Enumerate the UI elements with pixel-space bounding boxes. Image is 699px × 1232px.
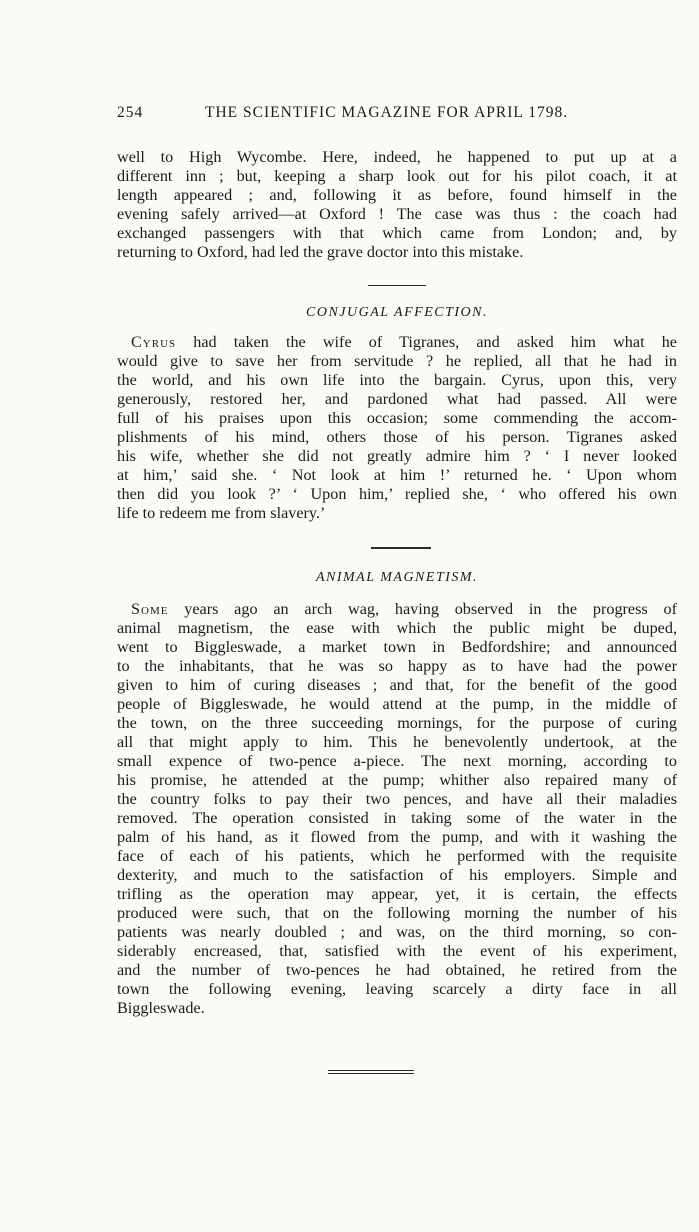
text-line: siderably encreased, that, satisfied with the event of his experiment, <box>117 942 677 960</box>
text-line: would give to save her from servitude ? he replied, all that he had in <box>117 352 677 370</box>
text-run: had taken the wife of Tigranes, and asked him what he <box>176 333 677 351</box>
text-line: and the number of two-pences he had obtained, he retired from the <box>117 961 677 979</box>
text-line: returning to Oxford, had led the grave doctor into this mistake. <box>117 243 524 261</box>
text-line: well to High Wycombe. Here, indeed, he happened to put up at a <box>117 148 677 166</box>
section-divider <box>368 285 426 286</box>
text-run: years ago an arch wag, having observed in the progress of <box>168 600 677 618</box>
text-line: at him,’ said she. ‘ Not look at him !’ returned he. ‘ Upon whom <box>117 466 677 484</box>
text-line: exchanged passengers with that which came from London; and, by <box>117 224 677 242</box>
text-line: removed. The operation consisted in taking some of the water in the <box>117 809 677 827</box>
text-line: all that might apply to him. This he benevolently undertook, at the <box>117 733 677 751</box>
text-line: full of his praises upon this occasion; some commending the accom- <box>117 409 677 427</box>
text-line: given to him of curing diseases ; and that, for the benefit of the good <box>117 676 677 694</box>
lead-word: Some <box>131 600 169 618</box>
text-line: went to Biggleswade, a market town in Bedfordshire; and announced <box>117 638 677 656</box>
text-line: trifling as the operation may appear, yet, it is certain, the effects <box>117 885 677 903</box>
text-line: Biggleswade. <box>117 999 205 1017</box>
text-line: town the following evening, leaving scarcely a dirty face in all <box>117 980 677 998</box>
text-line: generously, restored her, and pardoned what had passed. All were <box>117 390 677 408</box>
text-line: the country folks to pay their two pences, and have all their maladies <box>117 790 677 808</box>
text-line: different inn ; but, keeping a sharp look out for his pilot coach, it at <box>117 167 677 185</box>
section-divider <box>371 547 431 549</box>
text-line: patients was nearly doubled ; and was, on the third morning, so con- <box>117 923 677 941</box>
text-line: his wife, whether she did not greatly admire him ? ‘ I never looked <box>117 447 677 465</box>
text-line: evening safely arrived—at Oxford ! The case was thus : the coach had <box>117 205 677 223</box>
text-line: dexterity, and much to the satisfaction of his employers. Simple and <box>117 866 677 884</box>
running-title: THE SCIENTIFIC MAGAZINE FOR APRIL 1798. <box>205 104 569 121</box>
text-line: the world, and his own life into the bargain. Cyrus, upon this, very <box>117 371 677 389</box>
lead-word: Cyrus <box>131 333 177 351</box>
page-number: 254 <box>117 104 144 121</box>
text-line: people of Biggleswade, he would attend at the pump, in the middle of <box>117 695 677 713</box>
text-line: face of each of his patients, which he performed with the requisite <box>117 847 677 865</box>
text-line: his promise, he attended at the pump; whither also repaired many of <box>117 771 677 789</box>
end-divider <box>328 1070 414 1074</box>
text-line: animal magnetism, the ease with which the public might be duped, <box>117 619 677 637</box>
section-heading-conjugal-affection: CONJUGAL AFFECTION. <box>306 305 488 320</box>
text-line: life to redeem me from slavery.’ <box>117 504 326 522</box>
text-line: small expence of two-pence a-piece. The next morning, according to <box>117 752 677 770</box>
text-line: produced were such, that on the following morning the number of his <box>117 904 677 922</box>
text-line: length appeared ; and, following it as before, found himself in the <box>117 186 677 204</box>
text-line: the town, on the three succeeding mornings, for the purpose of curing <box>117 714 677 732</box>
section-heading-animal-magnetism: ANIMAL MAGNETISM. <box>315 570 479 585</box>
text-line: plishments of his mind, others those of his person. Tigranes asked <box>117 428 677 446</box>
text-line: to the inhabitants, that he was so happy as to have had the power <box>117 657 677 675</box>
text-line: then did you look ?’ ‘ Upon him,’ replied she, ‘ who offered his own <box>117 485 677 503</box>
text-line <box>117 599 677 619</box>
text-line: palm of his hand, as it flowed from the pump, and with it washing the <box>117 828 677 846</box>
text-line <box>117 332 677 352</box>
